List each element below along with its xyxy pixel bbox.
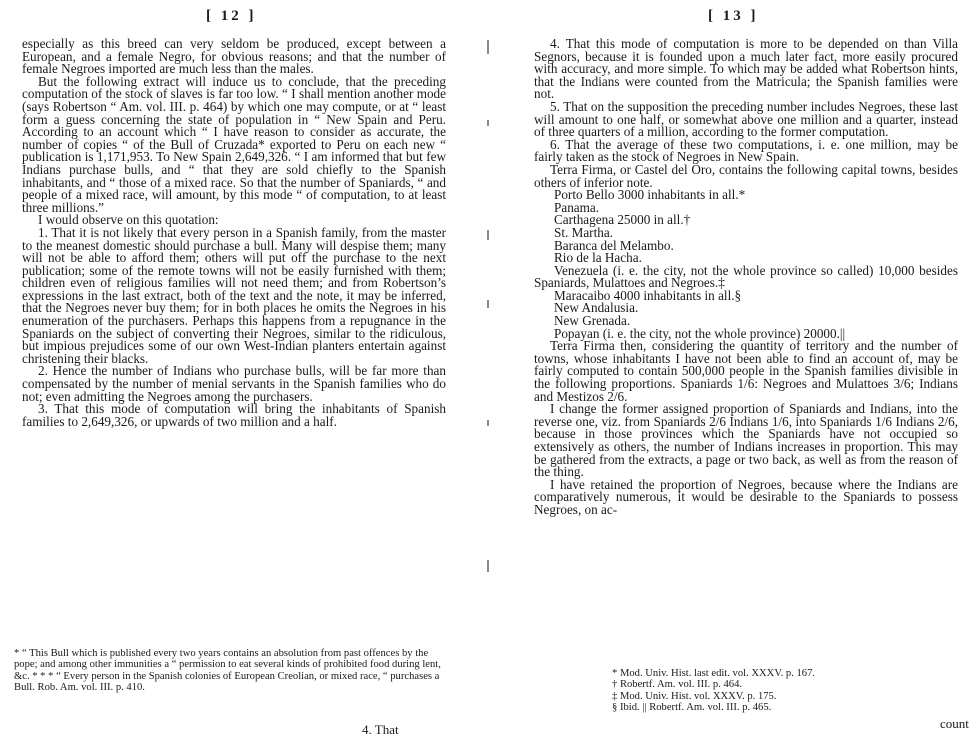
town-list-item: New Grenada. xyxy=(554,313,631,329)
right-paragraph-5: Terra Firma then, considering the quantity of territory and the number of towns, whose inhabitants I have not been able to find an account of, may be fairly computed to contain 500,000 people in the Spanish families divisible in the following proportions. Spaniards 1/6: Negroes and Mulattoes 3/6; Indians and Mestizos 2/6. xyxy=(534,338,958,404)
town-list-item: Carthagena 25000 in all.† xyxy=(554,212,691,228)
left-footnote: * “ This Bull which is published every two years contains an absolution from past offences by the pope; and among other immunities a “ permission to eat several kinds of prohibited food during lent, &c. * * * “ Every person in the Spanish colonies of European Creolian, or mixed race, “ purchases a Bull. Rob. Am. vol. III. p. 410. xyxy=(14,648,441,694)
town-list-item: Baranca del Melambo. xyxy=(554,237,674,253)
right-page-number: [ 13 ] xyxy=(708,8,759,24)
right-paragraph-2: 5. That on the supposition the preceding number includes Negroes, these last will amount to one half, or somewhat above one million and a quarter, instead of three quarters of a million, according to the former computation. xyxy=(534,98,958,140)
gutter-mark xyxy=(487,40,489,54)
right-paragraph-1: 4. That this mode of computation is more to be depended on than Villa Segnors, because it is founded upon a much later fact, more easily procured with accuracy, and more simple. To which may be added what Robertson hints, that the Indians were counted from the Matricula; the Spanish families were not. xyxy=(534,36,958,102)
left-paragraph-5: 2. Hence the number of Indians who purchase bulls, will be far more than compensated by the number of menial servants in the Spanish families who do not; even admitting the Negroes among the purchasers. xyxy=(22,363,446,404)
right-body-text xyxy=(534,38,958,517)
town-list-item: Popayan (i. e. the city, not the whole province) 20000.|| xyxy=(554,325,846,341)
right-paragraph-4: Terra Firma, or Castel del Oro, contains the following capital towns, besides others of inferior note. xyxy=(534,161,958,190)
town-list-item: St. Martha. xyxy=(554,224,613,240)
left-paragraph-6: 3. That this mode of computation will bring the inhabitants of Spanish families to 2,649,326, or upwards of two million and a half. xyxy=(22,401,446,429)
town-list-item: Rio de la Hacha. xyxy=(554,250,642,266)
right-catchword: count xyxy=(940,716,969,731)
left-body-text xyxy=(22,38,446,428)
town-list-item: New Andalusia. xyxy=(554,300,639,316)
right-paragraph-6: I change the former assigned proportion of Spaniards and Indians, into the reverse one, viz. from Spaniards 2/6 Indians 1/6, into Spaniards 1/6 Indians 2/6, because in those provinces which the Spaniards have not occupied so extensively as others, the number of Indians increases in proportion. This may be gathered from the extracts, a page or two back, as well as from the reason of the thing. xyxy=(534,401,958,480)
left-paragraph-2: But the following extract will induce us to conclude, that the preceding computation of the stock of slaves is far too low. “ I shall mention another mode (says Robertson “ Am. vol. III. p. 464) by which one may compute, or at “ least form a guess concerning the state of population in “ New Spain and Peru. According to an account which “ I have reason to consider as accurate, the number of copies “ of the Bull of Cruzada* exported to Peru on each new “ publication is 1,171,953. To New Spain 2,649,326. “ I am informed that but few Indians purchase bulls, and “ that they are sold chiefly to the Spanish inhabitants, and “ those of a mixed race. So that the number of Spaniards, “ and people of a mixed race, will amount, by this mode “ of computation, to at least three millions.” xyxy=(22,73,446,215)
town-list-item: Porto Bello 3000 inhabitants in all.* xyxy=(554,187,746,203)
gutter-mark xyxy=(487,120,489,126)
town-list-item: Panama. xyxy=(554,199,600,215)
right-page xyxy=(508,0,980,740)
left-page-number: [ 12 ] xyxy=(206,8,257,24)
right-paragraph-3: 6. That the average of these two computations, i. e. one million, may be fairly taken as the stock of Negroes in New Spain. xyxy=(534,136,958,165)
left-paragraph-3: I would observe on this quotation: xyxy=(38,212,219,228)
left-page xyxy=(0,0,470,740)
gutter-mark xyxy=(487,560,489,572)
left-footnotes xyxy=(14,648,450,694)
gutter-mark xyxy=(487,300,489,308)
left-catchword: 4. That xyxy=(362,722,399,737)
gutter-mark xyxy=(487,420,489,426)
right-paragraph-7: I have retained the proportion of Negroes, because where the Indians are comparatively numerous, it would be desirable to the Spaniards to possess Negroes, on ac- xyxy=(534,476,958,517)
town-list-item: Venezuela (i. e. the city, not the whole province so called) 10,000 besides Spaniards, Mulattoes and Negroes.‡ xyxy=(534,262,958,291)
right-footnote: § Ibid. || Robertf. Am. vol. III. p. 465. xyxy=(612,702,772,714)
book-gutter xyxy=(470,0,508,740)
left-paragraph-4: 1. That it is not likely that every person in a Spanish family, from the master to the meanest domestic should purchase a bull. Many will despise them; many will not be able to afford them; others will put off the purchase to the next publication; some of the remote towns will not be easily furnished with them; children even of religious families will not need them; and from Robertson’s expressions in the last extract, both of the text and the note, it may be inferred, that the Negroes never buy them; for in both places he omits the Negroes in his enumeration of the purchasers. Perhaps this happens from a repugnance in the Spaniards on the subject of converting their Negroes, similar to the ridiculous, but impious prejudices some of our own West-Indian planters entertain against christening their blacks. xyxy=(22,224,446,366)
town-list-item: Maracaibo 4000 inhabitants in all.§ xyxy=(554,287,742,303)
right-footnote: * Mod. Univ. Hist. last edit. vol. XXXV. p. 167. xyxy=(612,668,816,679)
gutter-mark xyxy=(487,230,489,240)
right-footnotes xyxy=(612,668,960,714)
left-paragraph-1: especially as this breed can very seldom be produced, except between a European, and a female Negro, for obvious reasons; and that the number of female Negroes imported are much less than the males. xyxy=(22,36,446,77)
right-footnote: † Robertf. Am. vol. III. p. 464. xyxy=(612,679,743,691)
right-footnote: ‡ Mod. Univ. Hist. vol. XXXV. p. 175. xyxy=(612,690,777,702)
